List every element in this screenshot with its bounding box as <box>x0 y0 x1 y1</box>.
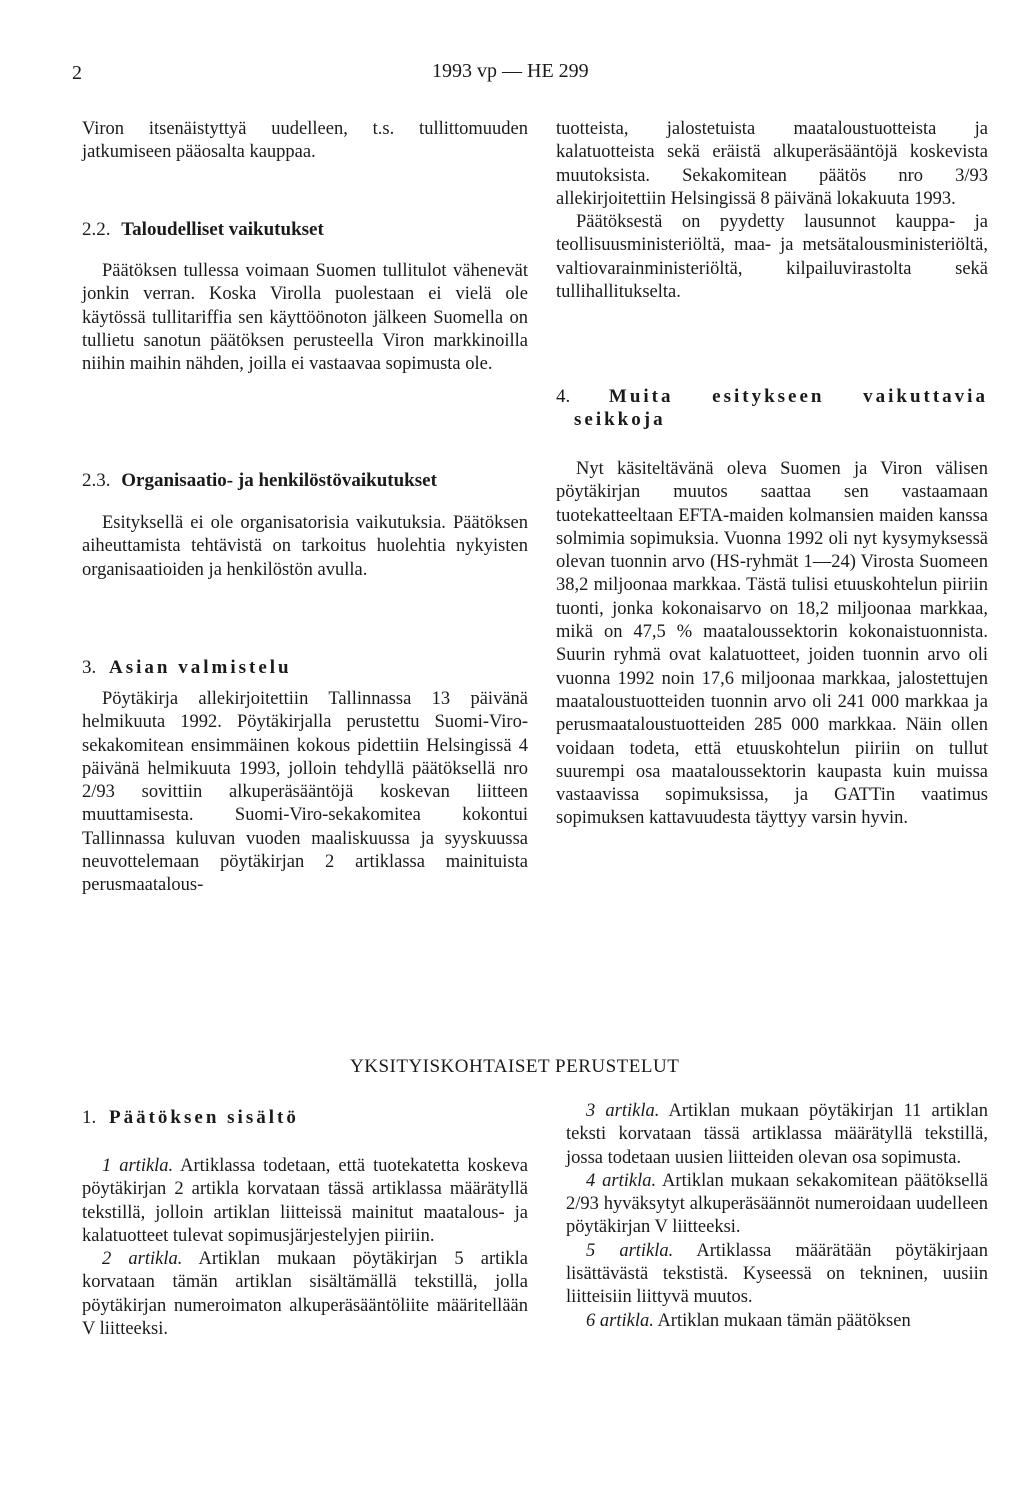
left-column <box>82 118 528 165</box>
detailed-reasoning-title: YKSITYISKOHTAISET PERUSTELUT <box>350 1056 680 1077</box>
article-4-paragraph <box>566 1170 988 1240</box>
section-4-body <box>556 458 988 831</box>
section-number: 2.3. <box>82 470 111 491</box>
section-title-part: Muita <box>608 386 674 407</box>
article-label: 3 artikla. <box>586 1101 660 1121</box>
section-2-2-heading <box>82 218 324 241</box>
section-1-heading <box>82 1106 299 1129</box>
right-column <box>556 118 988 304</box>
section-number: 1. <box>82 1107 97 1128</box>
paragraph: Esityksellä ei ole organisatorisia vaikutuksia. Päätöksen aiheuttamista tehtävistä on tarkoitus huolehtia nykyisten organisaatioiden ja henkilöstön avulla. <box>82 513 528 580</box>
section-title: Organisaatio- ja henkilöstövaikutukset <box>121 470 437 491</box>
section-title-part: seikkoja <box>574 409 666 430</box>
section-title: Taloudelliset vaikutukset <box>121 219 324 240</box>
section-title: Asian valmistelu <box>109 657 292 678</box>
detail-right-column <box>566 1100 988 1333</box>
article-text: Artiklan mukaan tämän päätöksen <box>653 1310 911 1331</box>
paragraph: Päätöksen tullessa voimaan Suomen tullitulot vähenevät jonkin verran. Koska Virolla puolestaan ei vielä ole käytössä tullitariffia sen käyttöönoton jälkeen Suomella on tullietu sanotun päätöksen perusteella Viron markkinoilla niihin maihin nähden, joilla ei vastaavaa sopimusta ole. <box>82 261 528 375</box>
article-label: 5 artikla. <box>586 1240 674 1261</box>
section-number: 2.2. <box>82 219 111 240</box>
section-2-3-body <box>82 512 528 582</box>
article-label: 2 artikla. <box>102 1249 183 1270</box>
paragraph-right-continued: tuotteista, jalostetuista maataloustuotteista ja kalatuotteista sekä eräistä alkuperäsääntöjä koskevista muutoksista. Sekakomitean päätös nro 3/93 allekirjoitettiin Helsingissä 8 päivänä lokakuuta 1993. <box>556 119 988 209</box>
article-6-paragraph <box>566 1310 988 1333</box>
section-number: 4. <box>556 386 571 407</box>
section-4-heading <box>556 385 988 431</box>
article-label: 4 artikla. <box>586 1170 657 1191</box>
article-2-paragraph <box>82 1248 528 1341</box>
article-5-paragraph <box>566 1240 988 1310</box>
section-2-3-heading <box>82 469 437 492</box>
detail-left-column <box>82 1155 528 1341</box>
article-3-paragraph <box>566 1100 988 1170</box>
article-text: Artiklan mukaan sekakomitean päätöksellä 2/93 hyväksytyt alkuperäsäännöt numeroidaan uudelleen pöytäkirjan V liitteeksi. <box>566 1170 988 1238</box>
article-label: 6 artikla. <box>586 1310 654 1331</box>
article-text: Artiklassa määrätään pöytäkirjaan lisättävästä tekstistä. Kyseessä on tekninen, uusiin liitteisiin liittyvä muutos. <box>566 1240 988 1308</box>
section-title-part: vaikuttavia <box>863 386 988 407</box>
paragraph-left-intro: Viron itsenäistyttyä uudelleen, t.s. tullittomuuden jatkumiseen pääosalta kauppaa. <box>82 119 528 163</box>
article-text: Artiklan mukaan pöytäkirjan 5 artikla korvataan tämän artiklan sisältämällä tekstillä, jolla pöytäkirjan numeroimaton alkuperäsääntöliite määritellään V liitteeksi. <box>82 1249 528 1340</box>
section-number: 3. <box>82 657 97 678</box>
paragraph: Pöytäkirja allekirjoitettiin Tallinnassa 13 päivänä helmikuuta 1992. Pöytäkirjalla perustettu Suomi-Viro-sekakomitean ensimmäinen kokous pidettiin Helsingissä 4 päivänä helmikuuta 1993, jolloin tehdyllä päätöksellä nro 2/93 sovittiin alkuperäsääntöjä koskevan liitteen muuttamisesta. Suomi-Viro-sekakomitea kokontui Tallinnassa kuluvan vuoden maaliskuussa ja syyskuussa neuvottelemaan pöytäkirjan 2 artiklassa mainituista perusmaatalous- <box>82 689 528 896</box>
paragraph: Nyt käsiteltävänä oleva Suomen ja Viron välisen pöytäkirjan muutos saattaa sen vastaamaan tuotekatteeltaan EFTA-maiden kolmansien maiden kanssa solmimia sopimuksia. Vuonna 1992 oli nyt kysymyksessä olevan tuonnin arvo (HS-ryhmät 1—24) Virosta Suomeen 38,2 miljoonaa markkaa. Tästä tulisi etuuskohtelun piiriin tuonti, jonka kokonaisarvo on 18,2 miljoonaa markkaa, mikä on 47,5 % maataloussektorin kokonaistuonnista. Suurin ryhmä ovat kalatuotteet, joiden tuonnin arvo oli vuonna 1992 noin 17,6 miljoonaa markkaa, jalostettujen maataloustuotteiden tuonnin arvo oli 241 000 markkaa ja perusmaataloustuotteiden 285 000 markkaa. Näin ollen voidaan todeta, että etuuskohtelun piiriin on tullut suurempi osa maataloussektorin kaupasta kuin muissa vastaavissa sopimuksissa, ja GATTin vaatimus sopimuksen kattavuudesta täyttyy varsin hyvin. <box>556 459 988 829</box>
section-2-2-body <box>82 260 528 376</box>
article-text: Artiklassa todetaan, että tuotekatetta koskeva pöytäkirjan 2 artikla korvataan tässä artiklassa määrätyllä tekstillä, jolloin artiklan liitteissä mainitut maatalous- ja kalatuotteet tulevat sopimusjärjestelyjen piiriin. <box>82 1156 528 1246</box>
section-title: Päätöksen sisältö <box>109 1107 299 1128</box>
article-text: Artiklan mukaan pöytäkirjan 11 artiklan teksti korvataan tässä artiklassa määrätyllä tekstillä, jossa todetaan uusien liitteiden olevan osa sopimusta. <box>566 1101 988 1168</box>
paragraph-statements: Päätöksestä on pyydetty lausunnot kauppa- ja teollisuusministeriöltä, maa- ja metsätalousministeriöltä, valtiovarainministeriöltä, kilpailuvirastolta sekä tullihallitukselta. <box>556 212 988 303</box>
running-title: 1993 vp — HE 299 <box>432 60 589 82</box>
section-3-body <box>82 688 528 898</box>
article-1-paragraph <box>82 1155 528 1248</box>
page-number: 2 <box>72 62 82 84</box>
article-label: 1 artikla. <box>102 1156 174 1176</box>
section-3-heading <box>82 656 292 679</box>
section-title-part: esitykseen <box>712 386 825 407</box>
